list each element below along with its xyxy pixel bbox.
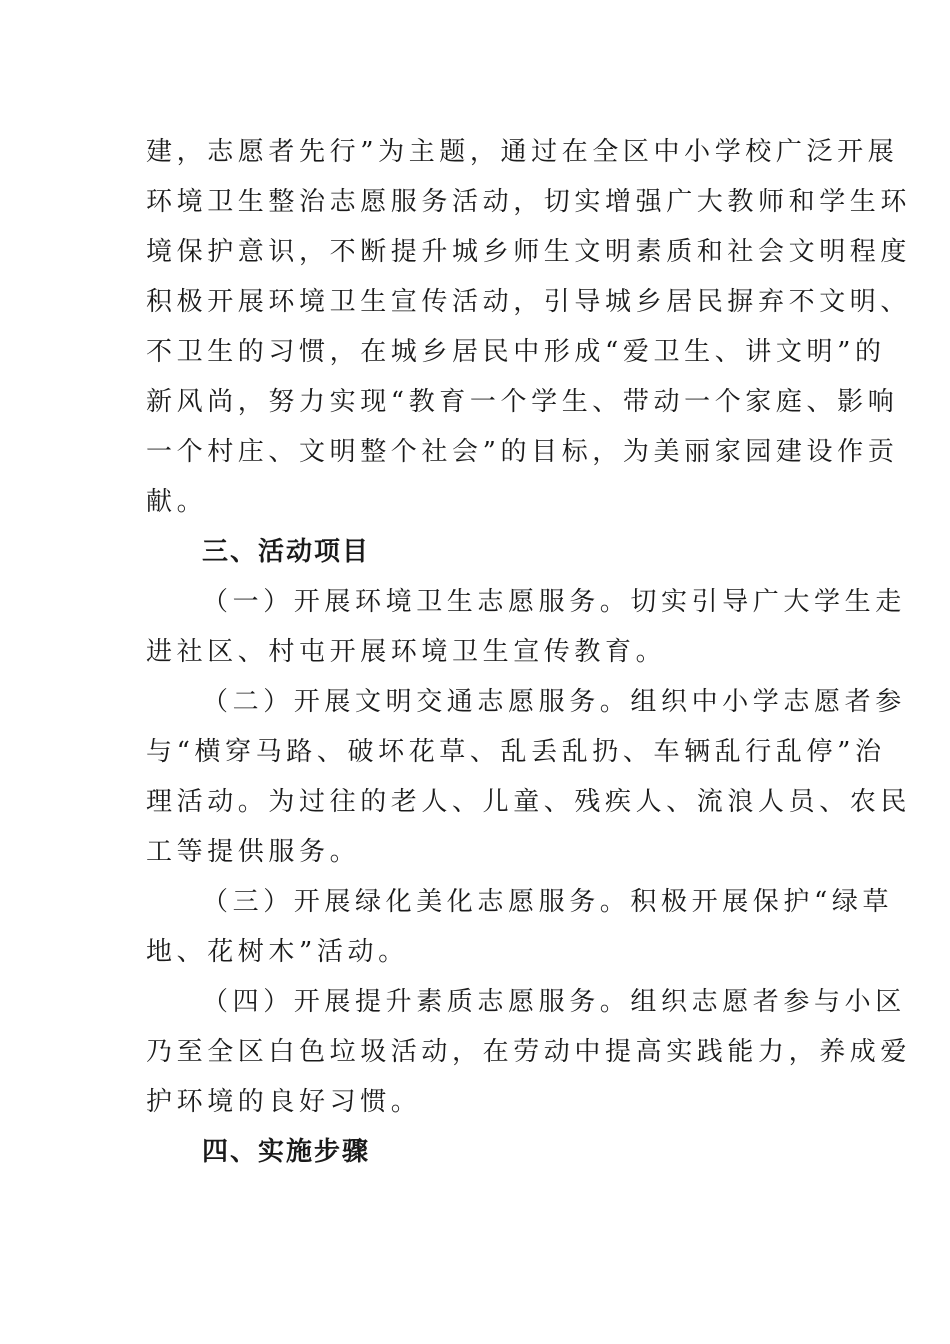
- intro-line-7: 一个村庄、文明整个社会”的目标，为美丽家园建设作贡: [146, 437, 899, 467]
- intro-line-2: 环境卫生整治志愿服务活动，切实增强广大教师和学生环: [146, 187, 912, 217]
- item-four-line-3: 护环境的良好习惯。: [146, 1087, 422, 1117]
- intro-line-6: 新风尚，努力实现“教育一个学生、带动一个家庭、影响: [146, 387, 899, 417]
- item-one-line-2: 进社区、村屯开展环境卫生宣传教育。: [146, 637, 667, 667]
- item-two-line-4: 工等提供服务。: [146, 837, 361, 867]
- item-one-line-1: （一）开展环境卫生志愿服务。切实引导广大学生走: [202, 587, 906, 617]
- section-heading-activities: 三、活动项目: [202, 537, 371, 567]
- intro-line-1: 建，志愿者先行”为主题，通过在全区中小学校广泛开展: [146, 137, 899, 167]
- intro-line-8: 献。: [146, 487, 208, 517]
- section-heading-steps: 四、实施步骤: [202, 1137, 371, 1167]
- item-three-line-2: 地、花树木”活动。: [146, 937, 409, 967]
- intro-line-4: 积极开展环境卫生宣传活动，引导城乡居民摒弃不文明、: [146, 287, 912, 317]
- item-four-line-1: （四）开展提升素质志愿服务。组织志愿者参与小区: [202, 987, 906, 1017]
- intro-line-5: 不卫生的习惯，在城乡居民中形成“爱卫生、讲文明”的: [146, 337, 886, 367]
- item-four-line-2: 乃至全区白色垃圾活动，在劳动中提高实践能力，养成爱: [146, 1037, 912, 1067]
- item-two-line-1: （二）开展文明交通志愿服务。组织中小学志愿者参: [202, 687, 906, 717]
- item-two-line-2: 与“横穿马路、破坏花草、乱丢乱扔、车辆乱行乱停”治: [146, 737, 886, 767]
- item-two-line-3: 理活动。为过往的老人、儿童、残疾人、流浪人员、农民: [146, 787, 912, 817]
- intro-line-3: 境保护意识，不断提升城乡师生文明素质和社会文明程度: [146, 237, 912, 267]
- item-three-line-1: （三）开展绿化美化志愿服务。积极开展保护“绿草: [202, 887, 894, 917]
